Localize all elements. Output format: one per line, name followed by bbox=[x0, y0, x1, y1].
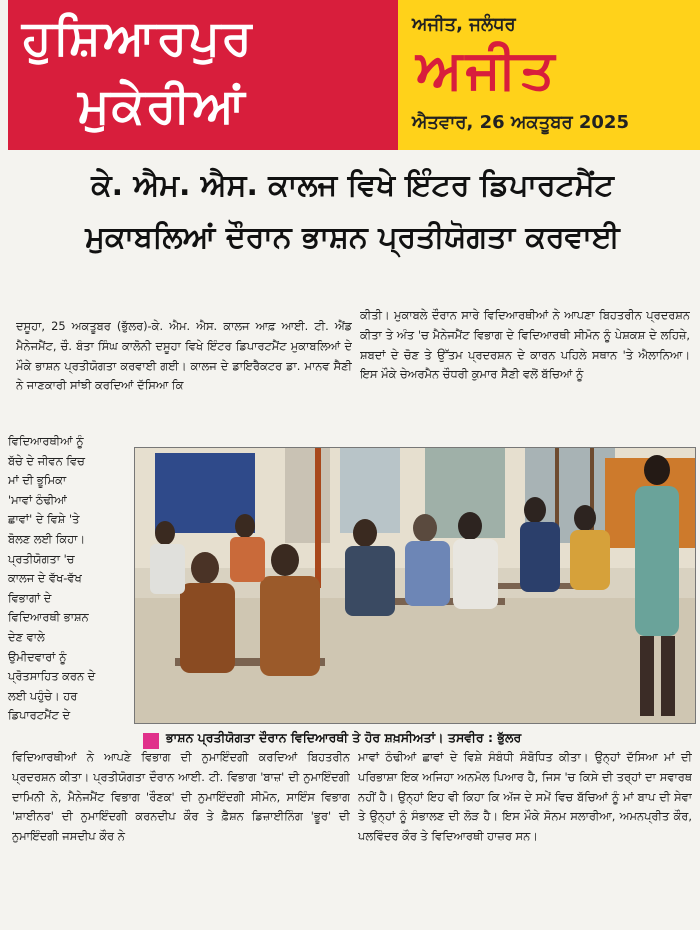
article-photo bbox=[134, 447, 696, 724]
section-title-mukerian: ਮੁਕੇਰੀਆਂ bbox=[78, 78, 247, 134]
photo-caption: ਭਾਸ਼ਨ ਪ੍ਰਤੀਯੋਗਤਾ ਦੌਰਾਨ ਵਿਦਿਆਰਥੀ ਤੇ ਹੋਰ ਸ਼ਖ਼ਸੀਅਤਾਂ। ਤਸਵੀਰ : ਭੁੱਲਰ bbox=[166, 730, 522, 745]
headline-line-2: ਮੁਕਾਬਲਿਆਂ ਦੌਰਾਨ ਭਾਸ਼ਨ ਪ੍ਰਤੀਯੋਗਤਾ ਕਰਵਾਈ bbox=[85, 220, 620, 255]
side-line: ਦੇਣ ਵਾਲੇ bbox=[8, 629, 45, 644]
edition-date: ਐਤਵਾਰ, 26 ਅਕਤੂਬਰ 2025 bbox=[412, 112, 629, 133]
article-headline bbox=[20, 160, 685, 264]
side-line: ਛਾਵਾਂ' ਦੇ ਵਿਸ਼ੇ 'ਤੇ bbox=[8, 512, 80, 527]
headline-line-1: ਕੇ. ਐਮ. ਐਸ. ਕਾਲਜ ਵਿਖੇ ਇੰਟਰ ਡਿਪਾਰਟਮੈਂਟ bbox=[91, 168, 614, 203]
newspaper-brand-box bbox=[398, 0, 700, 150]
newspaper-logo: ਅਜੀਤ bbox=[416, 38, 558, 101]
side-line: 'ਮਾਵਾਂ ਠੰਢੀਆਂ bbox=[8, 492, 67, 507]
caption-marker bbox=[143, 733, 159, 749]
side-line: ਬੋਲਣ ਲਈ ਕਿਹਾ। bbox=[8, 531, 86, 546]
side-line: ਵਿਦਿਆਰਥੀਆਂ ਨੂੰ bbox=[8, 434, 84, 448]
side-line: ਲਈ ਪਹੁੰਚੇ। ਹਰ bbox=[8, 688, 78, 703]
side-line: ਉਮੀਦਵਾਰਾਂ ਨੂੰ bbox=[8, 649, 67, 664]
section-title-hoshiarpur: ਹੁਸ਼ਿਆਰਪੁਰ bbox=[22, 10, 254, 66]
classroom-photo-illustration bbox=[135, 448, 695, 723]
side-line: ਵਿਦਿਆਰਥੀ ਭਾਸ਼ਨ bbox=[8, 610, 89, 625]
article-column-2-top: ਕੀਤੀ। ਮੁਕਾਬਲੇ ਦੌਰਾਨ ਸਾਰੇ ਵਿਦਿਆਰਥੀਆਂ ਨੇ ਆਪਣਾ ਬਿਹਤਰੀਨ ਪ੍ਰਦਰਸ਼ਨ ਕੀਤਾ ਤੇ ਅੰਤ 'ਚ ਮੈਨੇਜਮੈਂਟ ਵਿਭਾਗ ਦੇ ਵਿਦਿਆਰਥੀ ਸੀਮੋਨ ਨੂੰ ਪੇਸ਼ਕਸ਼ ਦੇ ਲਹਿਜ਼ੇ, ਸ਼ਬਦਾਂ ਦੇ ਚੋਣ ਤੇ ਉੱਤਮ ਪ੍ਰਦਰਸ਼ਨ ਦੇ ਕਾਰਨ ਪਹਿਲੇ ਸਥਾਨ 'ਤੇ ਐਲਾਨਿਆ। ਇਸ ਮੌਕੇ ਚੇਅਰਮੈਨ ਚੌਧਰੀ ਕੁਮਾਰ ਸੈਣੀ ਵਲੋਂ ਬੱਚਿਆਂ ਨੂੰ bbox=[360, 308, 690, 382]
section-banner bbox=[8, 0, 398, 150]
side-line: ਵਿਭਾਗਾਂ ਦੇ bbox=[8, 590, 52, 605]
article-column-2-bottom: ਮਾਵਾਂ ਠੰਢੀਆਂ ਛਾਵਾਂ ਦੇ ਵਿਸ਼ੇ ਸੰਬੰਧੀ ਸੰਬੋਧਿਤ ਕੀਤਾ। ਉਨ੍ਹਾਂ ਦੱਸਿਆ ਮਾਂ ਦੀ ਪਰਿਭਾਸ਼ਾ ਇਕ ਅਜਿਹਾ ਅਨਮੋਲ ਪਿਆਰ ਹੈ, ਜਿਸ 'ਚ ਕਿਸੇ ਦੀ ਤਰ੍ਹਾਂ ਦਾ ਸਵਾਰਥ ਨਹੀਂ ਹੈ। ਉਨ੍ਹਾਂ ਇਹ ਵੀ ਕਿਹਾ ਕਿ ਅੱਜ ਦੇ ਸਮੇਂ ਵਿਚ ਬੱਚਿਆਂ ਨੂੰ ਮਾਂ ਬਾਪ ਦੀ ਸੇਵਾ ਤੇ ਉਨ੍ਹਾਂ ਨੂੰ ਸੰਭਾਲਣ ਦੀ ਲੋੜ ਹੈ। ਇਸ ਮੌਕੇ ਸੋਨਮ ਸਲਾਰੀਆ, ਅਮਨਪ੍ਰੀਤ ਕੌਰ, ਪਲਵਿੰਦਰ ਕੌਰ ਤੇ ਵਿਦਿਆਰਥੀ ਹਾਜ਼ਰ ਸਨ। bbox=[358, 750, 692, 844]
side-line: ਪ੍ਰੋਤਸਾਹਿਤ ਕਰਨ ਦੇ bbox=[8, 669, 96, 684]
side-line: ਬੱਚੇ ਦੇ ਜੀਵਨ ਵਿਚ bbox=[8, 453, 85, 468]
edition-place: ਅਜੀਤ, ਜਲੰਧਰ bbox=[412, 14, 516, 35]
side-line: ਕਾਲਜ ਦੇ ਵੱਖ-ਵੱਖ bbox=[8, 571, 82, 586]
side-line: ਪ੍ਰਤੀਯੋਗਤਾ 'ਚ bbox=[8, 551, 75, 566]
side-line: ਮਾਂ ਦੀ ਭੂਮਿਕਾ bbox=[8, 473, 67, 488]
article-side-column bbox=[8, 432, 132, 726]
article-column-1-bottom: ਵਿਦਿਆਰਥੀਆਂ ਨੇ ਆਪਣੇ ਵਿਭਾਗ ਦੀ ਨੁਮਾਇੰਦਗੀ ਕਰਦਿਆਂ ਬਿਹਤਰੀਨ ਪ੍ਰਦਰਸ਼ਨ ਕੀਤਾ। ਪ੍ਰਤੀਯੋਗਤਾ ਦੌਰਾਨ ਆਈ. ਟੀ. ਵਿਭਾਗ 'ਬਾਜ਼' ਦੀ ਨੁਮਾਇੰਦਗੀ ਦਾਮਿਨੀ ਨੇ, ਮੈਨੇਜਮੈਂਟ ਵਿਭਾਗ 'ਰੌਣਕ' ਦੀ ਨੁਮਾਇੰਦਗੀ ਸੀਮੋਨ, ਸਾਇੰਸ ਵਿਭਾਗ 'ਸ਼ਾਈਨਰ' ਦੀ ਨੁਮਾਇੰਦਗੀ ਕਰਨਦੀਪ ਕੌਰ ਤੇ ਫ਼ੈਸ਼ਨ ਡਿਜ਼ਾਈਨਿੰਗ 'ਭੂਰ' ਦੀ ਨੁਮਾਇੰਦਗੀ ਜਸਦੀਪ ਕੌਰ ਨੇ bbox=[12, 750, 350, 844]
article-column-1-top: ਦਸੂਹਾ, 25 ਅਕਤੂਬਰ (ਭੁੱਲਰ)-ਕੇ. ਐਮ. ਐਸ. ਕਾਲਜ ਆਫ਼ ਆਈ. ਟੀ. ਐਂਡ ਮੈਨੇਜਮੈਂਟ, ਚੌ. ਬੰਤਾ ਸਿੰਘ ਕਾਲੋਨੀ ਦਸੂਹਾ ਵਿਖੇ ਇੰਟਰ ਡਿਪਾਰਟਮੈਂਟ ਮੁਕਾਬਲਿਆਂ ਦੇ ਮੌਕੇ ਭਾਸ਼ਨ ਪ੍ਰਤੀਯੋਗਤਾ ਕਰਵਾਈ ਗਈ। ਕਾਲਜ ਦੇ ਡਾਇਰੈਕਟਰ ਡਾ. ਮਾਨਵ ਸੈਣੀ ਨੇ ਜਾਣਕਾਰੀ ਸਾਂਝੀ ਕਰਦਿਆਂ ਦੱਸਿਆ ਕਿ bbox=[16, 319, 352, 393]
side-line: ਡਿਪਾਰਟਮੈਂਟ ਦੇ bbox=[8, 708, 70, 723]
